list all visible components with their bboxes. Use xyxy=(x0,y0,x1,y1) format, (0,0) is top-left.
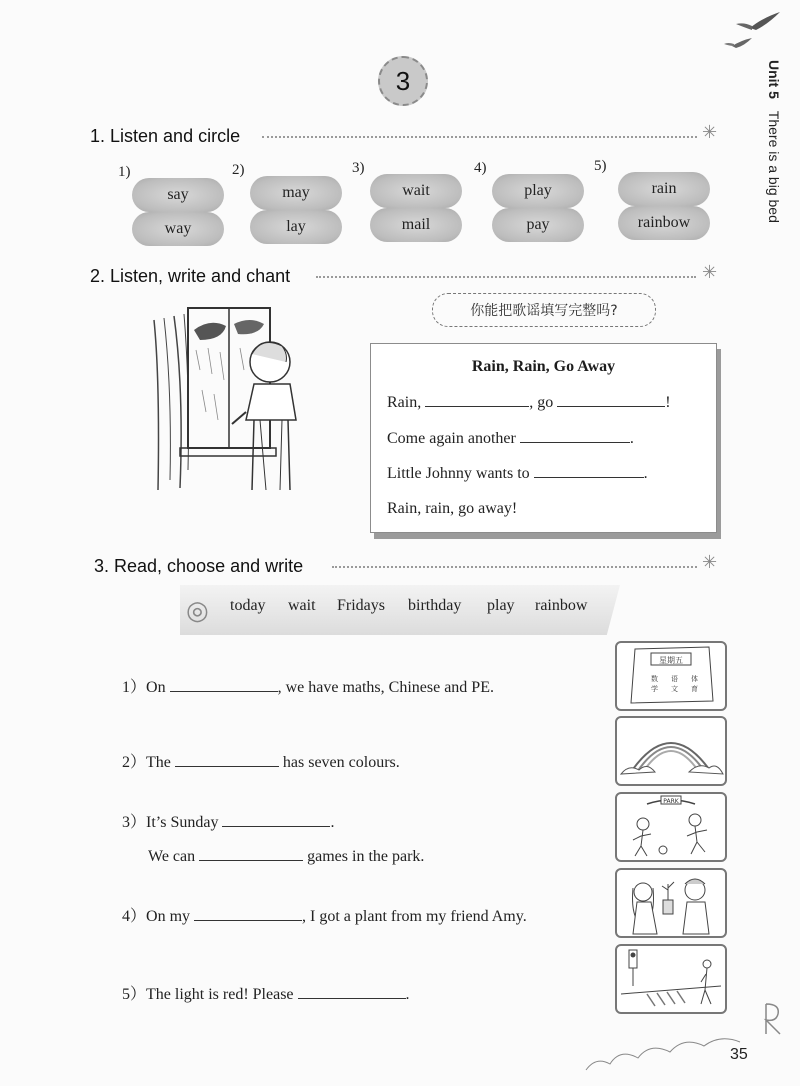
timetable-header: 星期五 xyxy=(659,656,683,665)
word-option[interactable] xyxy=(250,210,342,244)
word-option[interactable] xyxy=(132,212,224,246)
section-3-title: 3. Read, choose and write xyxy=(94,556,304,576)
exercise-number: 4） xyxy=(122,908,147,925)
word-text: way xyxy=(164,220,192,237)
song-line-4: Rain, rain, go away! xyxy=(387,500,518,517)
exercise-number: 1） xyxy=(122,679,147,696)
song-text: Come again another xyxy=(387,430,516,447)
unit-label: Unit 5 xyxy=(766,60,782,99)
exercise-3 xyxy=(122,809,334,832)
song-line-2 xyxy=(387,430,634,448)
exercise-text: . xyxy=(330,814,335,831)
word-text: rain xyxy=(651,180,677,197)
rainbow-illustration xyxy=(617,718,725,784)
exercise-1 xyxy=(122,674,494,697)
lesson-number: 3 xyxy=(395,65,411,96)
word-text: mail xyxy=(401,216,431,233)
listen-circle-options xyxy=(118,160,738,260)
side-unit-label xyxy=(752,60,782,250)
word-option[interactable] xyxy=(250,176,342,210)
birds-icon xyxy=(722,8,788,52)
timetable-illustration xyxy=(617,643,725,709)
boy-at-window-illustration xyxy=(150,300,330,500)
word-text: wait xyxy=(402,182,430,199)
section-1-title: 1. Listen and circle xyxy=(90,126,241,146)
song-line-1 xyxy=(387,394,671,412)
bank-word: today xyxy=(230,597,266,614)
word-option[interactable] xyxy=(132,178,224,212)
lesson-number-badge xyxy=(378,56,428,106)
exercise-text: has seven colours. xyxy=(282,754,400,771)
timetable-picture xyxy=(615,641,727,711)
bank-word: Fridays xyxy=(337,597,385,614)
song-text: ! xyxy=(665,394,671,411)
exercise-number: 5） xyxy=(122,986,147,1003)
song-card xyxy=(370,343,717,533)
section-2-title: 2. Listen, write and chant xyxy=(90,266,291,286)
song-text: . xyxy=(629,430,634,447)
star-icon: ✳ xyxy=(702,122,718,143)
option-number: 1) xyxy=(118,164,131,180)
fill-blank[interactable] xyxy=(298,998,406,999)
exercise-text: The light is red! Please xyxy=(146,986,294,1003)
fill-blank[interactable] xyxy=(194,920,302,921)
word-option[interactable] xyxy=(370,174,462,208)
subject-char: 体 xyxy=(691,675,698,683)
exercise-text: We can xyxy=(148,848,196,865)
swirl-icon: ◎ xyxy=(186,596,209,626)
fill-blank[interactable] xyxy=(425,406,529,407)
fill-blank[interactable] xyxy=(520,442,630,443)
exercise-4 xyxy=(122,903,527,926)
unit-title: There is a big bed xyxy=(766,110,782,223)
exercise-3-line-2 xyxy=(148,848,424,866)
song-text: Little Johnny wants to xyxy=(387,465,530,482)
exercise-2 xyxy=(122,749,400,772)
song-hint: 你能把歌谣填写完整吗? xyxy=(432,293,656,327)
word-text: play xyxy=(524,182,552,199)
word-option[interactable] xyxy=(618,206,710,240)
subject-char: 学 xyxy=(651,685,658,693)
bank-word: birthday xyxy=(408,597,462,614)
section-2-divider xyxy=(316,276,696,278)
star-icon: ✳ xyxy=(702,262,718,283)
park-illustration xyxy=(617,794,725,860)
fill-blank[interactable] xyxy=(534,477,644,478)
exercise-text: . xyxy=(405,986,410,1003)
fill-blank[interactable] xyxy=(222,826,330,827)
word-option[interactable] xyxy=(370,208,462,242)
word-option[interactable] xyxy=(492,174,584,208)
section-1-divider xyxy=(262,136,697,138)
word-option[interactable] xyxy=(492,208,584,242)
fill-blank[interactable] xyxy=(199,860,303,861)
birthday-picture xyxy=(615,868,727,938)
exercise-5 xyxy=(122,981,410,1004)
rainbow-picture xyxy=(615,716,727,786)
birthday-illustration xyxy=(617,870,725,936)
exercise-text: On my xyxy=(146,908,191,925)
fill-blank[interactable] xyxy=(175,766,279,767)
word-text: pay xyxy=(526,216,550,233)
subject-char: 数 xyxy=(651,675,658,683)
option-number: 2) xyxy=(232,162,245,178)
section-3-divider xyxy=(332,566,697,568)
exercise-number: 2） xyxy=(122,754,147,771)
star-icon: ✳ xyxy=(702,552,718,573)
word-text: rainbow xyxy=(637,214,691,231)
exercise-number: 3） xyxy=(122,814,147,831)
park-picture xyxy=(615,792,727,862)
option-number: 3) xyxy=(352,160,365,176)
song-line-3 xyxy=(387,465,648,483)
bank-word: play xyxy=(487,597,515,614)
fill-blank[interactable] xyxy=(170,691,278,692)
page-number: 35 xyxy=(730,1046,748,1063)
bank-word: wait xyxy=(288,597,316,614)
song-text: , go xyxy=(529,394,554,411)
subject-char: 育 xyxy=(691,685,698,693)
song-title: Rain, Rain, Go Away xyxy=(471,358,616,375)
option-number: 5) xyxy=(594,158,607,174)
subject-char: 文 xyxy=(671,685,678,693)
bank-word: rainbow xyxy=(535,597,588,614)
exercise-text: , I got a plant from my friend Amy. xyxy=(302,908,527,925)
word-option[interactable] xyxy=(618,172,710,206)
corner-cloud-decoration xyxy=(580,1000,800,1086)
song-text: Rain, xyxy=(387,394,422,411)
word-text: say xyxy=(167,186,189,203)
word-text: lay xyxy=(286,218,306,235)
exercise-text: On xyxy=(146,679,166,696)
park-sign: PARK xyxy=(663,798,679,805)
song-text: . xyxy=(643,465,648,482)
subject-char: 语 xyxy=(671,675,678,683)
exercise-text: games in the park. xyxy=(307,848,425,865)
fill-blank[interactable] xyxy=(557,406,665,407)
word-text: may xyxy=(282,184,310,201)
option-number: 4) xyxy=(474,160,487,176)
exercise-text: The xyxy=(146,754,171,771)
exercise-text: It’s Sunday xyxy=(146,814,219,831)
exercise-text: , we have maths, Chinese and PE. xyxy=(277,679,494,696)
